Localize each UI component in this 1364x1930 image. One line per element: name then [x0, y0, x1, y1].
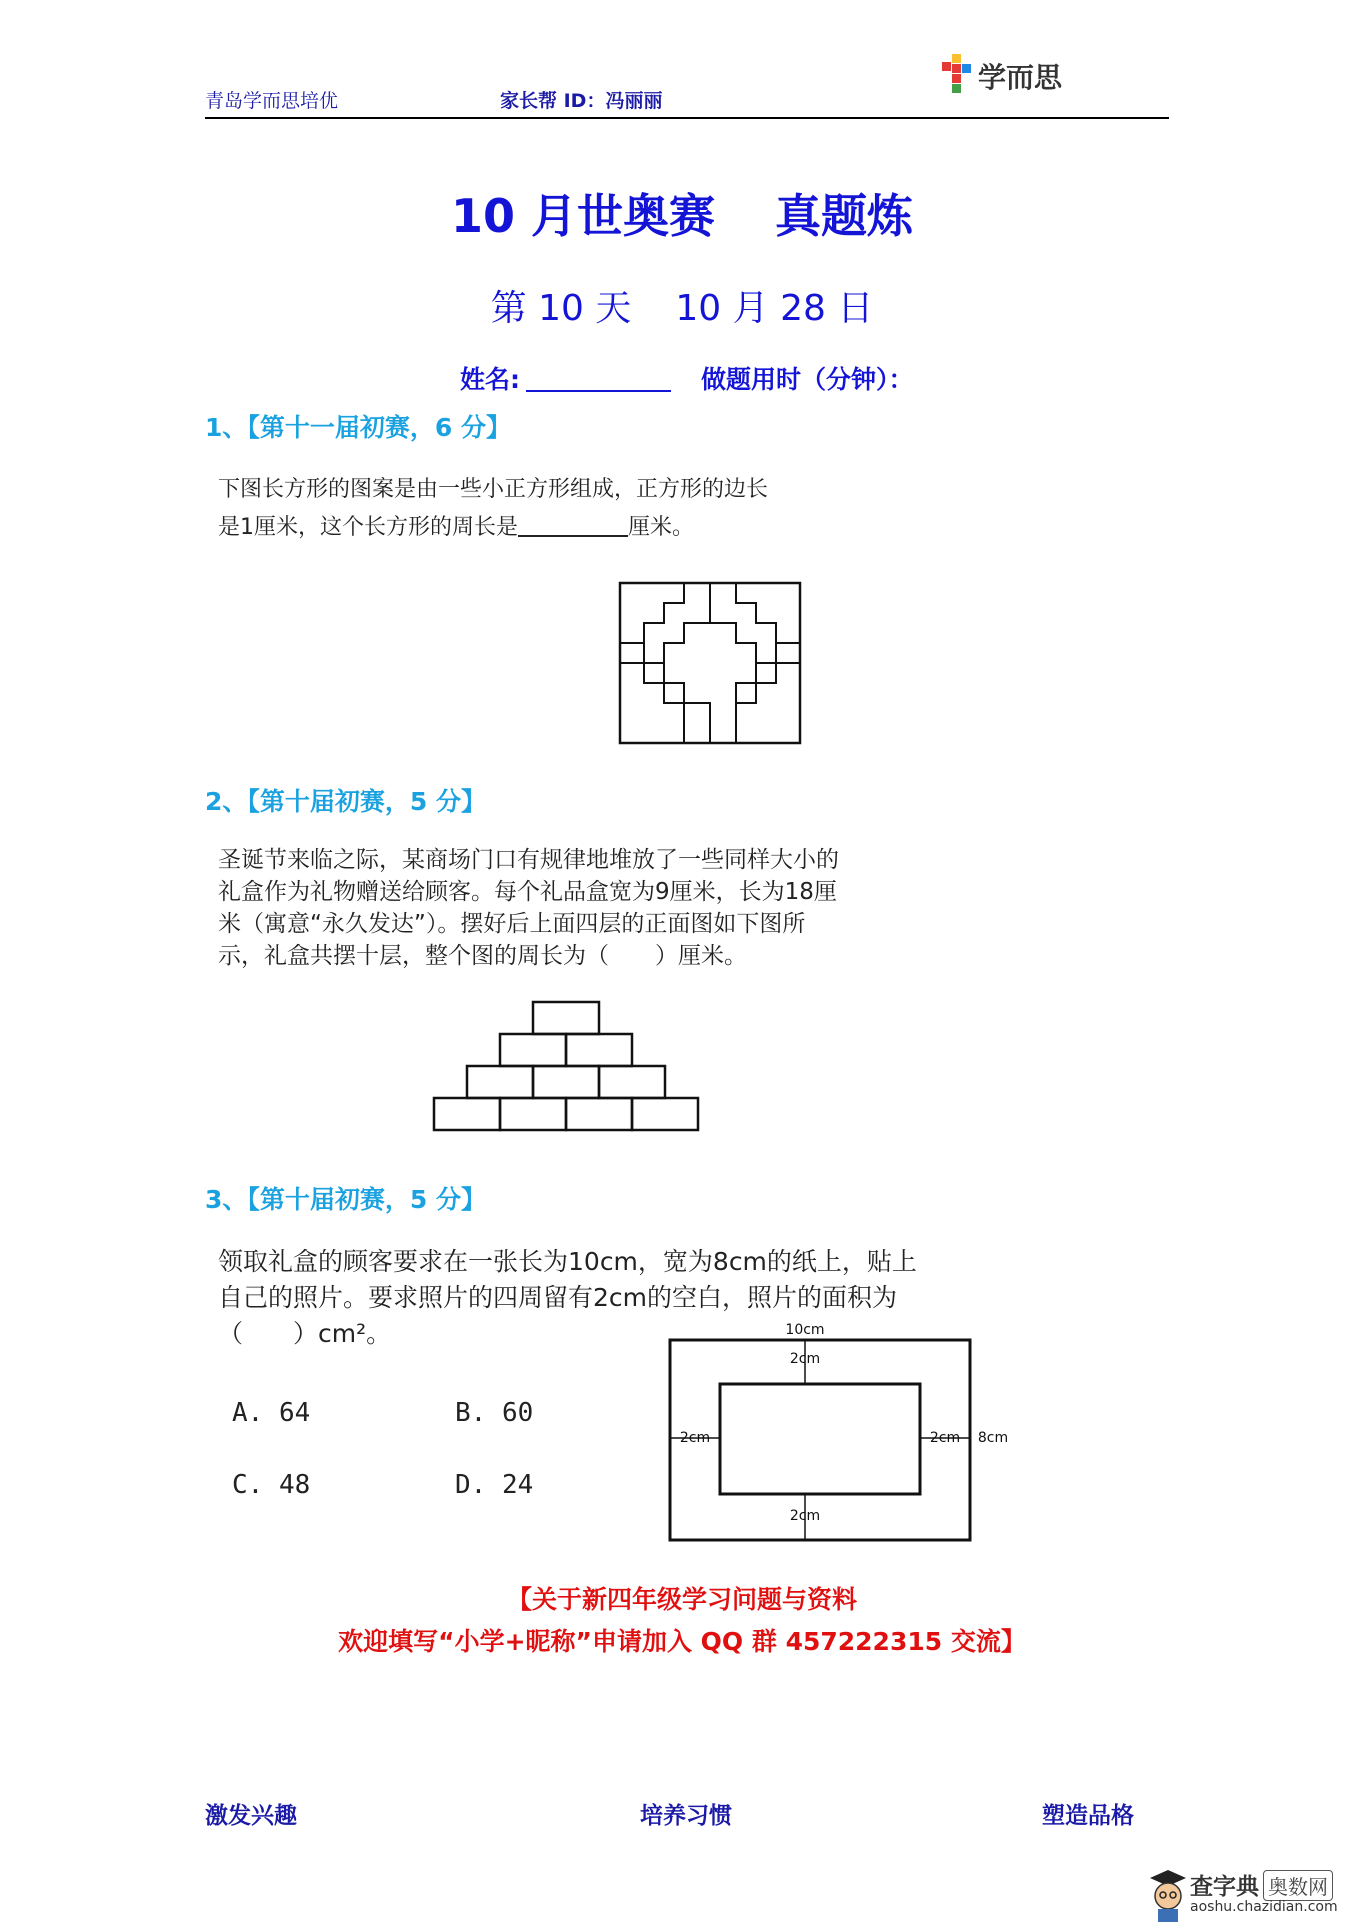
notice-line1: 【关于新四年级学习问题与资料 [506, 1585, 857, 1614]
watermark-url: aoshu.chazidian.com [1190, 1899, 1338, 1915]
q2-gift-box [500, 1034, 566, 1066]
page-subtitle [0, 280, 1364, 331]
q3-choice-d[interactable]: D. 24 [455, 1470, 534, 1500]
q1-text-line1: 下图长方形的图案是由一些小正方形组成，正方形的边长 [218, 477, 769, 502]
q1-inner-grid [620, 583, 800, 743]
q1-figure [610, 578, 810, 750]
q2-pyramid-figure [398, 990, 734, 1140]
q2-text-line3: 米（寓意“永久发达”）。摆好后上面四层的正面图如下图所 [218, 911, 806, 937]
footer-right: 塑造品格 [1042, 1803, 1134, 1829]
q2-text-line4: 示，礼盒共摆十层，整个图的周长为（ ）厘米。 [218, 943, 747, 969]
q3-photo-rect [720, 1384, 920, 1494]
notice-line2: 欢迎填写“小学+昵称”申请加入 QQ 群 457222315 交流】 [338, 1627, 1026, 1656]
q3-paper-figure [655, 1318, 1020, 1548]
footer-center: 培养习惯 [640, 1803, 732, 1829]
q2-gift-box [500, 1098, 566, 1130]
q3-label-length: 10cm [785, 1322, 825, 1338]
q3-label-width: 8cm [977, 1430, 1009, 1446]
q3-choice-b[interactable]: B. 60 [455, 1398, 534, 1428]
name-time-line [460, 360, 914, 396]
time-label: 做题用时（分钟）： [701, 365, 914, 394]
q1-text-line2 [218, 512, 694, 544]
brand-logo [940, 50, 1110, 100]
q2-gift-box [566, 1034, 632, 1066]
title-part1: 10 月世奥赛 [450, 189, 716, 243]
q2-gift-box [566, 1098, 632, 1130]
page-title [0, 180, 1364, 246]
watermark-boxed: 奥数网 [1263, 1870, 1333, 1901]
q2-text-line2: 礼盒作为礼物赠送给顾客。每个礼品盒宽为9厘米，长为18厘 [218, 879, 837, 905]
brand-logo-text: 学而思 [978, 61, 1063, 94]
q1-answer-blank[interactable] [518, 513, 628, 537]
q1-heading: 1、【第十一届初赛，6 分】 [205, 413, 511, 442]
q3-text-line3: （ ）cm²。 [218, 1319, 392, 1348]
title-part2: 真题炼 [775, 189, 914, 243]
q3-label-right: 2cm [929, 1430, 961, 1446]
q2-gift-box [632, 1098, 698, 1130]
q2-gift-box [533, 1066, 599, 1098]
q3-choice-c[interactable]: C. 48 [232, 1470, 311, 1500]
q3-text-line2: 自己的照片。要求照片的四周留有2cm的空白，照片的面积为 [218, 1283, 898, 1312]
q3-label-left: 2cm [679, 1430, 711, 1446]
watermark-brand: 查字典 [1190, 1874, 1259, 1900]
name-blank[interactable] [526, 364, 671, 392]
footer-left: 激发兴趣 [205, 1803, 297, 1829]
q2-gift-box [533, 1002, 599, 1034]
q1-line2-b: 厘米。 [628, 515, 695, 540]
q2-gift-box [434, 1098, 500, 1130]
header-org: 青岛学而思培优 [205, 90, 339, 112]
q3-label-bottom: 2cm [789, 1508, 821, 1524]
q2-heading: 2、【第十届初赛，5 分】 [205, 787, 486, 816]
q3-choice-a[interactable]: A. 64 [232, 1398, 311, 1428]
scholar-mascot-icon [1148, 1864, 1188, 1924]
q1-line2-a: 是1厘米，这个长方形的周长是 [218, 515, 518, 540]
header-parent-id: 家长帮 ID：冯丽丽 [500, 90, 663, 112]
name-label: 姓名: [460, 365, 520, 394]
q2-gift-box [599, 1066, 665, 1098]
q3-text-line1: 领取礼盒的顾客要求在一张长为10cm，宽为8cm的纸上，贴上 [218, 1247, 917, 1276]
q3-heading: 3、【第十届初赛，5 分】 [205, 1185, 486, 1214]
subtitle-date: 10 月 28 日 [675, 288, 874, 329]
q3-label-top: 2cm [789, 1351, 821, 1367]
q2-gift-box [467, 1066, 533, 1098]
q2-text-line1: 圣诞节来临之际，某商场门口有规律地堆放了一些同样大小的 [218, 847, 839, 873]
watermark-main [1190, 1868, 1333, 1901]
subtitle-day: 第 10 天 [490, 288, 632, 329]
header-rule [205, 117, 1169, 119]
